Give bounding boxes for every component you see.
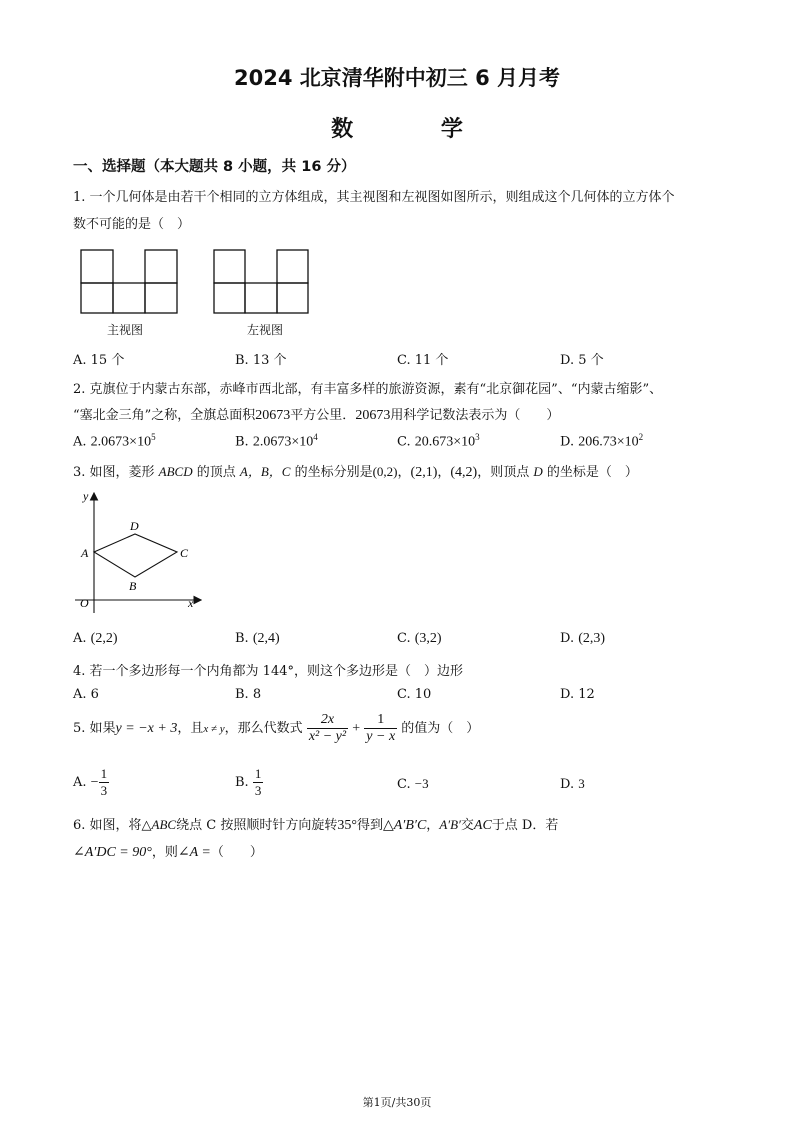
q4-option-b: B. 8 — [235, 687, 262, 702]
page-title: 2024 北京清华附中初三 6 月月考 — [234, 66, 560, 90]
q3-stem: 3. 如图，菱形 ABCD 的顶点 A，B，C 的坐标分别是(0,2)，(2,1)，(4,2)，则顶点 D 的坐标是（ ） — [73, 464, 638, 480]
q5-fraction-2: $\frac{1}{y - x}$ — [366, 712, 396, 744]
point-a-label: A — [81, 546, 89, 560]
q6-line2: ∠A′DC = 90°，则∠A =（ ） — [73, 845, 263, 860]
q2-option-c: C. $20.673\times 10^3$ — [397, 432, 480, 450]
q2-option-d: D. $206.73\times 10^2$ — [560, 432, 644, 450]
q3-rhombus-figure — [75, 488, 205, 613]
point-b-label: B — [129, 579, 137, 593]
q5-fraction-1: $\frac{2x}{\text{x² − y²}}$ — [308, 712, 347, 744]
q1-line1: 1. 一个几何体是由若干个相同的立方体组成，其主视图和左视图如图所示，则组成这个几何体的立方体个 — [73, 190, 675, 205]
q5-option-b: B. $\frac{1}{3}$ — [235, 766, 262, 798]
q1-option-c: C. 11 个 — [397, 353, 449, 368]
origin-label: O — [80, 596, 89, 610]
q2-option-a: A. $2.0673\times 10^5$ — [73, 432, 156, 450]
q5-stem: 5. 如果y = −x + 3，且x ≠ y，那么代数式 $\frac{2x}{\text{x² − y²}}$ + $\frac{1}{y - x}$ 的值为（ ） — [73, 712, 480, 744]
q2-option-b: B. $2.0673\times 10^4$ — [235, 432, 318, 450]
left-view-label: 左视图 — [247, 323, 284, 337]
q1-option-b: B. 13 个 — [235, 353, 287, 368]
rhombus-abcd — [94, 534, 177, 577]
main-view-grid — [81, 250, 177, 313]
q5-option-c: C. −3 — [397, 776, 429, 792]
q3-option-a: A. (2,2) — [73, 631, 118, 646]
q1-option-a: A. 15 个 — [73, 353, 125, 368]
q5-option-d: D. 3 — [560, 776, 585, 792]
section-heading: 一、选择题（本大题共 8 小题，共 16 分） — [73, 159, 356, 175]
q3-option-d: D. (2,3) — [560, 631, 606, 646]
q4-option-a: A. 6 — [73, 687, 99, 702]
q6-line1: 6. 如图，将△ABC绕点 C 按照顺时针方向旋转35°得到△A′B′C，A′B′交AC于点 D．若 — [73, 817, 559, 833]
subject-title: 数 学 — [331, 117, 503, 142]
q3-option-b: B. (2,4) — [235, 631, 280, 646]
q5-option-a: A. − $\frac{1}{3}$ — [73, 766, 108, 798]
page-footer: 第1页/共30页 — [362, 1096, 432, 1109]
main-view-label: 主视图 — [107, 323, 144, 337]
q4-stem: 4. 若一个多边形每一个内角都为 144°，则这个多边形是（ ）边形 — [73, 664, 463, 679]
y-axis-label: y — [83, 489, 89, 503]
q1-line2: 数不可能的是（ ） — [73, 217, 191, 232]
q4-option-c: C. 10 — [397, 687, 432, 702]
point-c-label: C — [180, 546, 189, 560]
q2-line2: “塞北金三角”之称，全旗总面积20673平方公里．20673用科学记数法表示为（ ） — [73, 408, 560, 423]
q4-option-d: D. 12 — [560, 687, 595, 702]
left-view-grid — [214, 250, 308, 313]
q1-views-figure — [78, 246, 318, 316]
q3-option-c: C. (3,2) — [397, 631, 442, 646]
q1-option-d: D. 5 个 — [560, 353, 604, 368]
x-axis-label: x — [188, 596, 194, 610]
point-d-label: D — [130, 519, 139, 533]
q2-line1: 2. 克旗位于内蒙古东部，赤峰市西北部，有丰富多样的旅游资源，素有“北京御花园”、“内蒙古缩影”、 — [73, 382, 663, 397]
